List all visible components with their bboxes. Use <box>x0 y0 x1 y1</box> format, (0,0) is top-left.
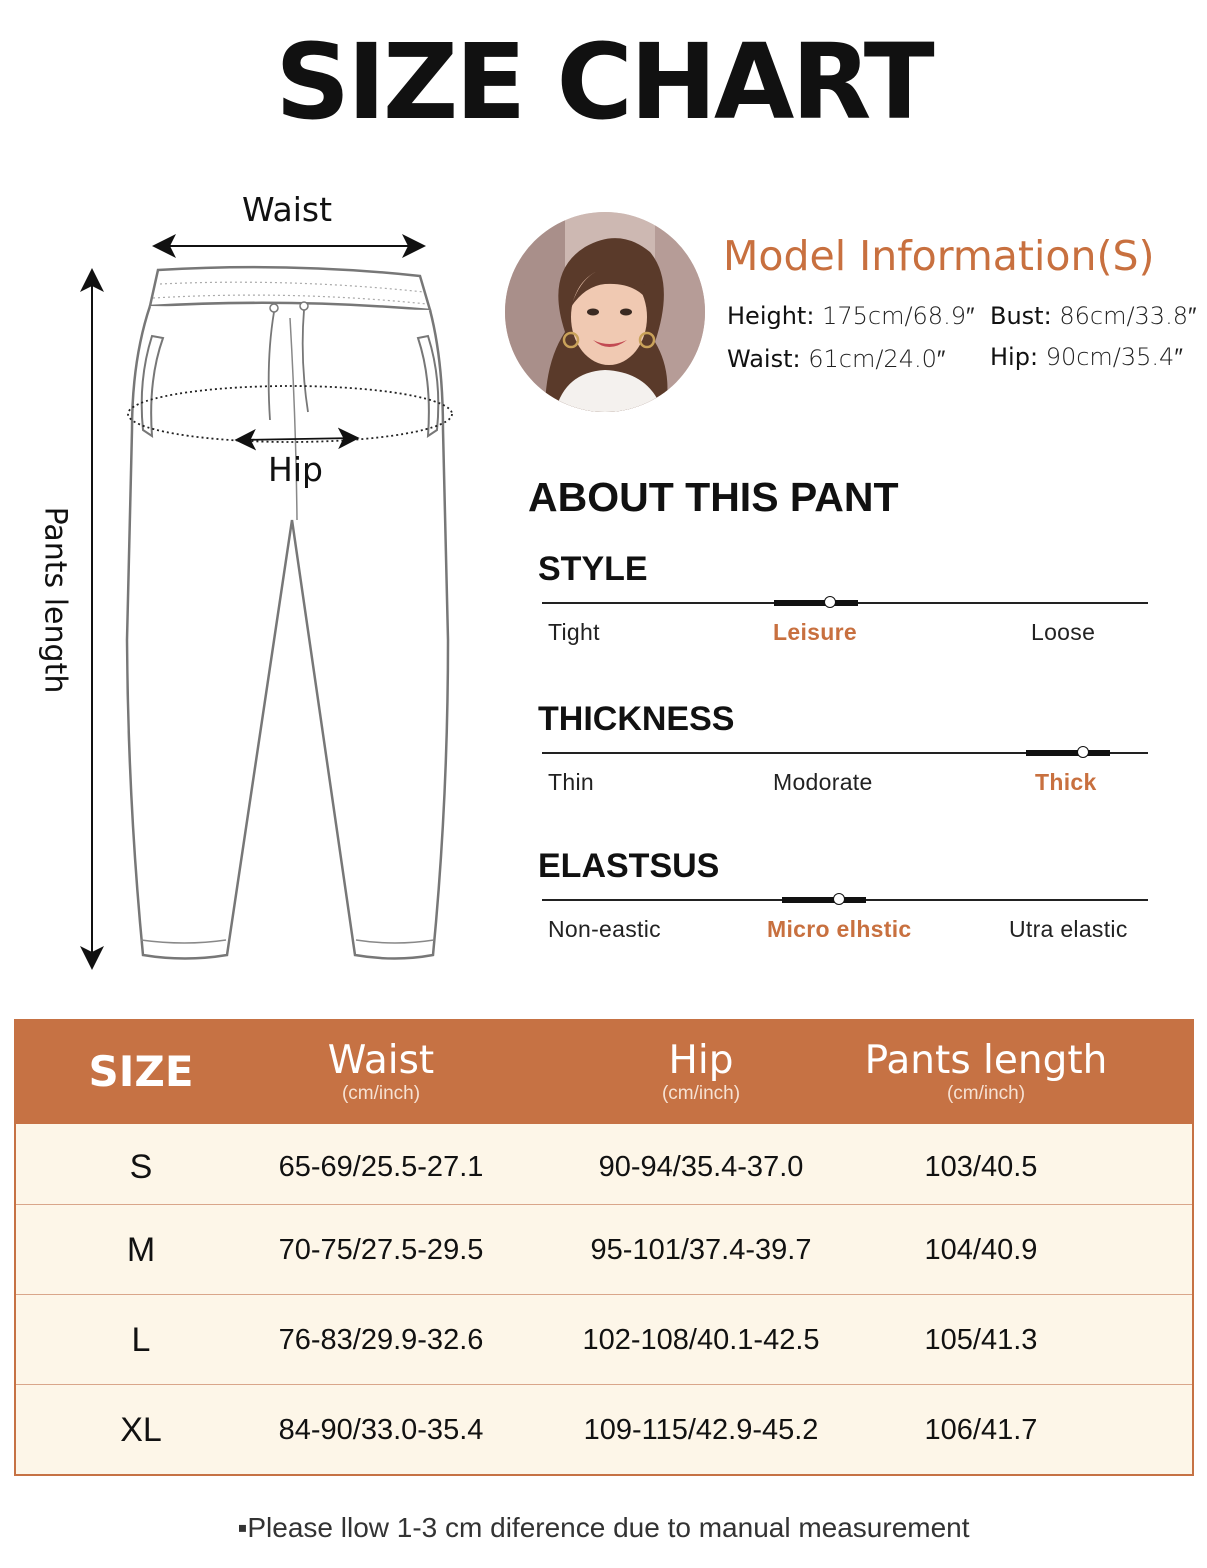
model-height: Height: 175cm/68.9″ <box>727 302 975 330</box>
elasticity-option-ultra: Utra elastic <box>1009 916 1128 942</box>
elasticity-scale-knob <box>833 893 845 905</box>
hip-label: Hip <box>268 450 323 489</box>
style-scale-knob <box>824 596 836 608</box>
pants-diagram <box>0 180 500 980</box>
header-pants-length: Pants length (cm/inch) <box>864 1038 1108 1104</box>
elasticity-scale-mark <box>782 897 866 903</box>
elasticity-option-non: Non-eastic <box>548 916 661 942</box>
style-scale-mark <box>774 600 858 606</box>
style-title: STYLE <box>538 550 648 588</box>
header-size: SIZE <box>88 1047 194 1096</box>
thickness-scale-knob <box>1077 746 1089 758</box>
style-option-tight: Tight <box>548 619 600 645</box>
size-table <box>14 1019 1194 1476</box>
pants-length-label: Pants length <box>37 506 73 694</box>
style-option-loose: Loose <box>1031 619 1096 645</box>
thickness-title: THICKNESS <box>538 700 735 738</box>
elasticity-option-micro: Micro elhstic <box>767 916 912 942</box>
page-title: SIZE CHART <box>275 21 932 143</box>
thickness-option-thin: Thin <box>548 769 594 795</box>
table-row: XL 84-90/33.0-35.4 109-115/42.9-45.2 106/41.7 <box>16 1384 1192 1475</box>
model-info-title: Model Information(S) <box>723 232 1155 280</box>
model-avatar <box>505 212 705 412</box>
model-waist: Waist: 61cm/24.0″ <box>727 345 946 373</box>
elasticity-title: ELASTSUS <box>538 847 720 885</box>
thickness-option-moderate: Modorate <box>773 769 873 795</box>
header-hip: Hip (cm/inch) <box>661 1038 741 1104</box>
about-title: ABOUT THIS PANT <box>528 474 899 520</box>
style-option-leisure: Leisure <box>773 619 857 645</box>
table-header <box>16 1021 1192 1124</box>
thickness-option-thick: Thick <box>1035 769 1097 795</box>
footnote: ▪Please llow 1-3 cm diference due to manual measurement <box>237 1512 970 1543</box>
table-row: S 65-69/25.5-27.1 90-94/35.4-37.0 103/40.5 <box>129 1148 1038 1186</box>
model-bust: Bust: 86cm/33.8″ <box>990 302 1197 330</box>
table-row: M 70-75/27.5-29.5 95-101/37.4-39.7 104/40.9 <box>16 1204 1192 1295</box>
waist-label: Waist <box>242 190 333 229</box>
model-hip: Hip: 90cm/35.4″ <box>990 343 1183 371</box>
waistband <box>150 267 430 310</box>
header-waist: Waist (cm/inch) <box>327 1038 435 1104</box>
thickness-scale-mark <box>1026 750 1110 756</box>
table-row: L 76-83/29.9-32.6 102-108/40.1-42.5 105/41.3 <box>16 1294 1192 1385</box>
pants-outline <box>127 306 448 959</box>
